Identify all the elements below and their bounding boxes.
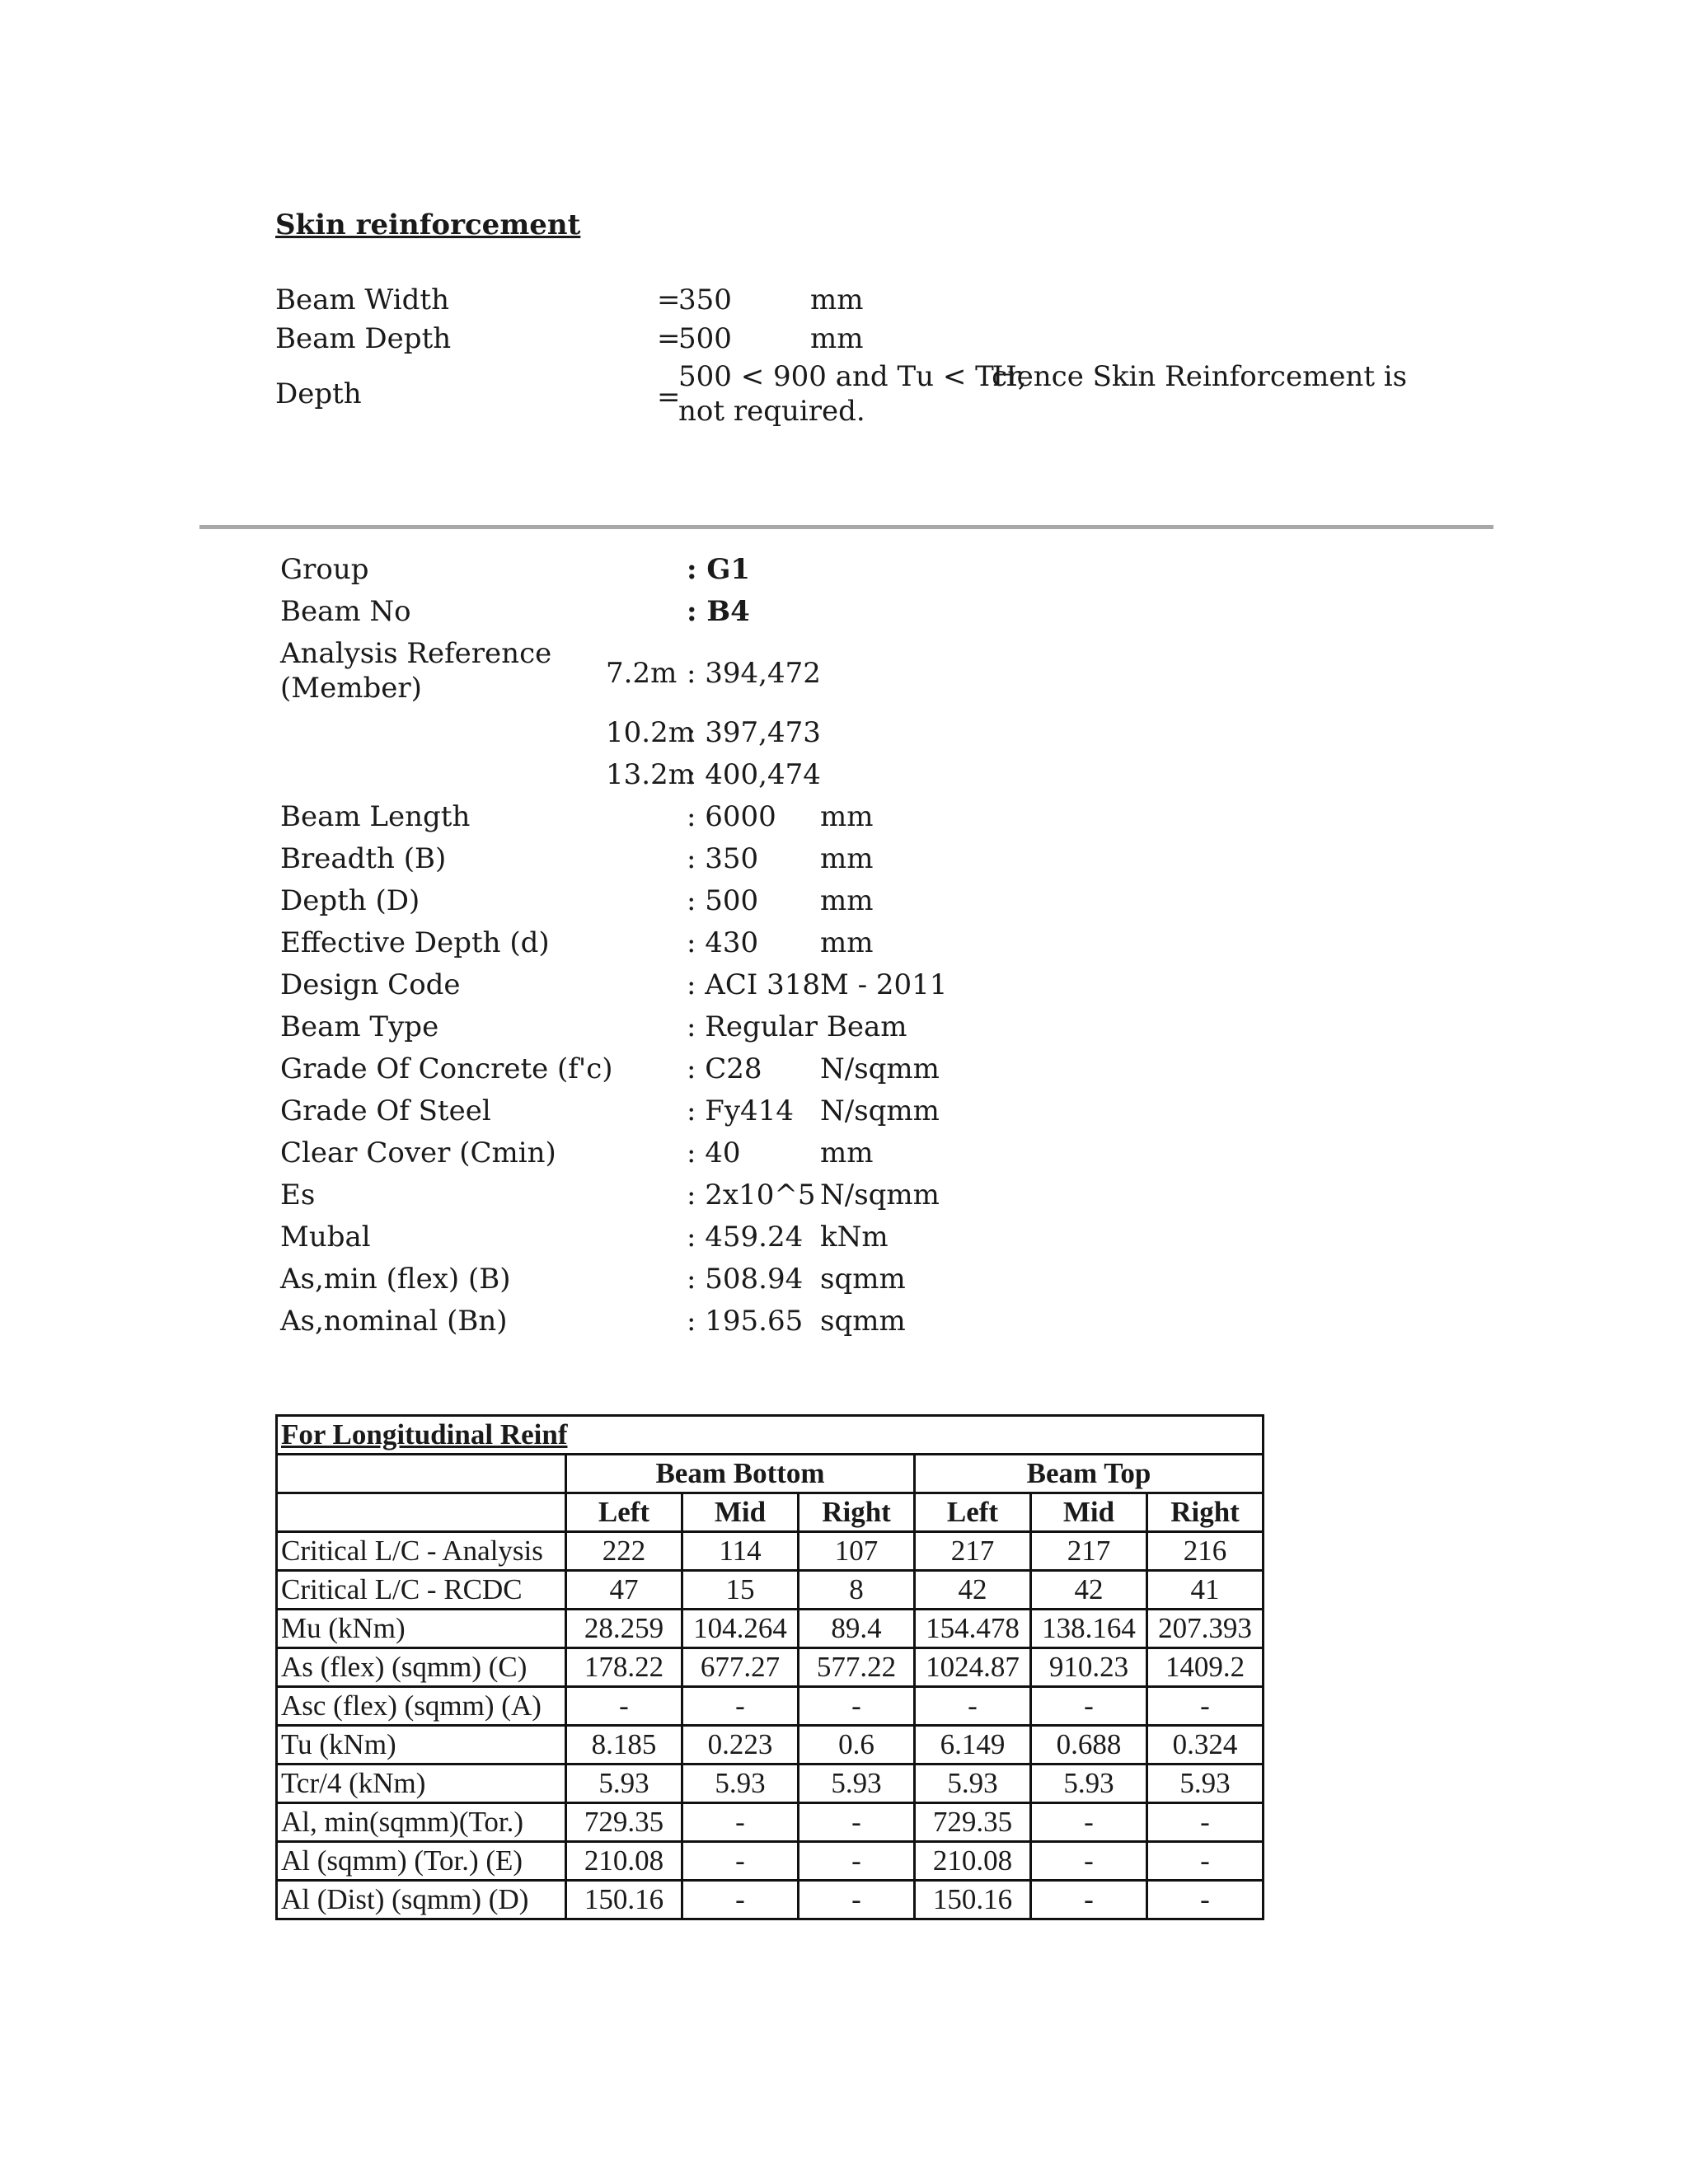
table-cell: -: [1031, 1687, 1147, 1726]
table-row: [277, 1610, 1264, 1648]
info-value: : 500: [687, 884, 759, 917]
table-title: For Longitudinal Reinf: [277, 1416, 1264, 1455]
column-header: Mid: [682, 1493, 799, 1532]
row-label: Mu (kNm): [277, 1610, 566, 1648]
info-label: Effective Depth (d): [280, 926, 550, 959]
info-label: Es: [280, 1179, 316, 1212]
info-label: Clear Cover (Cmin): [280, 1137, 556, 1169]
skin-unit: mm: [810, 284, 864, 316]
table-cell: 216: [1147, 1532, 1264, 1571]
table-cell: -: [1031, 1842, 1147, 1881]
skin-label: Beam Depth: [275, 322, 452, 355]
info-value: : 195.65: [687, 1305, 804, 1338]
table-cell: -: [682, 1803, 799, 1842]
table-cell: 207.393: [1147, 1610, 1264, 1648]
column-header: Right: [1147, 1493, 1264, 1532]
empty-cell: [277, 1455, 566, 1493]
table-cell: -: [1147, 1687, 1264, 1726]
ref-value: : 400,474: [687, 758, 821, 791]
table-cell: -: [566, 1687, 682, 1726]
table-cell: 0.6: [799, 1726, 915, 1765]
info-value: : Fy414: [687, 1094, 794, 1127]
column-header: Right: [799, 1493, 915, 1532]
info-value: : Regular Beam: [687, 1010, 907, 1043]
table-cell: 5.93: [799, 1765, 915, 1803]
skin-value: 350: [678, 284, 732, 316]
row-label: Tcr/4 (kNm): [277, 1765, 566, 1803]
table-cell: -: [1031, 1803, 1147, 1842]
group-label: Group: [280, 553, 369, 586]
row-label: Critical L/C - RCDC: [277, 1571, 566, 1610]
ref-level: 7.2m: [606, 657, 678, 690]
table-cell: 41: [1147, 1571, 1264, 1610]
group-beam-top: Beam Top: [915, 1455, 1264, 1493]
row-label: Tu (kNm): [277, 1726, 566, 1765]
info-label: As,nominal (Bn): [280, 1305, 508, 1338]
skin-label: Beam Width: [275, 284, 449, 316]
info-label: Beam Length: [280, 800, 471, 833]
info-unit: mm: [820, 1137, 874, 1169]
table-row: [277, 1803, 1264, 1842]
table-cell: 5.93: [1147, 1765, 1264, 1803]
ref-value: : 397,473: [687, 716, 821, 749]
column-header: Left: [566, 1493, 682, 1532]
row-label: Al (sqmm) (Tor.) (E): [277, 1842, 566, 1881]
analysis-label-2: (Member): [280, 672, 422, 705]
ref-level: 10.2m: [606, 716, 695, 749]
row-label: Al, min(sqmm)(Tor.): [277, 1803, 566, 1842]
group-beam-bottom: Beam Bottom: [566, 1455, 915, 1493]
info-label: Beam Type: [280, 1010, 439, 1043]
table-cell: 15: [682, 1571, 799, 1610]
skin-depth-line1b: Hence Skin Reinforcement is: [992, 360, 1408, 393]
table-cell: 1024.87: [915, 1648, 1031, 1687]
table-cell: 89.4: [799, 1610, 915, 1648]
table-row: [277, 1532, 1264, 1571]
skin-title: Skin reinforcement: [275, 209, 581, 241]
table-cell: -: [799, 1803, 915, 1842]
skin-depth-line1: 500 < 900 and Tu < Tcr,: [678, 360, 1027, 393]
info-unit: sqmm: [820, 1305, 906, 1338]
table-group-row: [277, 1455, 1264, 1493]
table-cell: -: [799, 1687, 915, 1726]
table-row: [277, 1881, 1264, 1919]
table-cell: -: [799, 1842, 915, 1881]
info-unit: N/sqmm: [820, 1094, 940, 1127]
ref-value: : 394,472: [687, 657, 821, 690]
info-value: : 40: [687, 1137, 741, 1169]
table-cell: 910.23: [1031, 1648, 1147, 1687]
table-cell: 178.22: [566, 1648, 682, 1687]
table-cell: -: [1147, 1881, 1264, 1919]
column-header: Left: [915, 1493, 1031, 1532]
row-label: Critical L/C - Analysis: [277, 1532, 566, 1571]
info-label: Design Code: [280, 968, 461, 1001]
info-unit: N/sqmm: [820, 1052, 940, 1085]
info-value: : 430: [687, 926, 759, 959]
table-cell: 0.223: [682, 1726, 799, 1765]
row-label: As (flex) (sqmm) (C): [277, 1648, 566, 1687]
info-unit: N/sqmm: [820, 1179, 940, 1212]
table-row: [277, 1687, 1264, 1726]
table-cell: 150.16: [566, 1881, 682, 1919]
table-cell: 729.35: [566, 1803, 682, 1842]
table-row: [277, 1648, 1264, 1687]
info-value: : 6000: [687, 800, 776, 833]
table-cell: -: [915, 1687, 1031, 1726]
skin-depth-line2: not required.: [678, 395, 865, 428]
table-cell: 729.35: [915, 1803, 1031, 1842]
info-label: Grade Of Steel: [280, 1094, 491, 1127]
table-cell: 8: [799, 1571, 915, 1610]
longitudinal-reinf-table: [275, 1414, 1264, 1920]
table-cell: 217: [1031, 1532, 1147, 1571]
table-cell: 0.688: [1031, 1726, 1147, 1765]
section-divider: [199, 525, 1493, 529]
table-cell: -: [682, 1881, 799, 1919]
skin-eq: =: [657, 322, 681, 355]
table-cell: 6.149: [915, 1726, 1031, 1765]
table-cell: 150.16: [915, 1881, 1031, 1919]
info-unit: mm: [820, 800, 874, 833]
table-title-row: [277, 1416, 1264, 1455]
table-row: [277, 1571, 1264, 1610]
row-label: Asc (flex) (sqmm) (A): [277, 1687, 566, 1726]
table-row: [277, 1726, 1264, 1765]
table-cell: 5.93: [915, 1765, 1031, 1803]
table-cell: 138.164: [1031, 1610, 1147, 1648]
beam-no-label: Beam No: [280, 595, 411, 628]
table-cell: -: [682, 1687, 799, 1726]
info-label: Breadth (B): [280, 842, 447, 875]
table-cell: -: [799, 1881, 915, 1919]
skin-value: 500: [678, 322, 732, 355]
table-cell: 222: [566, 1532, 682, 1571]
table-cell: -: [1031, 1881, 1147, 1919]
table-cell: 5.93: [1031, 1765, 1147, 1803]
skin-eq: =: [657, 284, 681, 316]
table-cell: 5.93: [682, 1765, 799, 1803]
table-cell: 577.22: [799, 1648, 915, 1687]
info-unit: mm: [820, 926, 874, 959]
beam-no-value: : B4: [687, 595, 750, 628]
info-label: As,min (flex) (B): [280, 1263, 511, 1296]
table-row: [277, 1765, 1264, 1803]
analysis-label-1: Analysis Reference: [280, 637, 552, 670]
skin-eq: =: [657, 381, 681, 414]
info-value: : ACI 318M - 2011: [687, 968, 948, 1001]
info-label: Mubal: [280, 1221, 371, 1254]
info-value: : 350: [687, 842, 759, 875]
table-cell: 210.08: [566, 1842, 682, 1881]
table-cell: 42: [915, 1571, 1031, 1610]
table-header-row: [277, 1493, 1264, 1532]
info-label: Depth (D): [280, 884, 420, 917]
column-header: Mid: [1031, 1493, 1147, 1532]
table-cell: 5.93: [566, 1765, 682, 1803]
table-cell: 114: [682, 1532, 799, 1571]
table-row: [277, 1842, 1264, 1881]
table-cell: 154.478: [915, 1610, 1031, 1648]
info-value: : C28: [687, 1052, 762, 1085]
group-value: : G1: [687, 553, 751, 586]
table-cell: 210.08: [915, 1842, 1031, 1881]
table-cell: -: [1147, 1842, 1264, 1881]
empty-cell: [277, 1493, 566, 1532]
table-cell: 217: [915, 1532, 1031, 1571]
skin-unit: mm: [810, 322, 864, 355]
ref-level: 13.2m: [606, 758, 695, 791]
table-cell: -: [682, 1842, 799, 1881]
info-unit: mm: [820, 842, 874, 875]
table-cell: 28.259: [566, 1610, 682, 1648]
info-unit: mm: [820, 884, 874, 917]
info-unit: sqmm: [820, 1263, 906, 1296]
info-unit: kNm: [820, 1221, 889, 1254]
skin-label: Depth: [275, 377, 362, 410]
info-label: Grade Of Concrete (f'c): [280, 1052, 613, 1085]
table-cell: 104.264: [682, 1610, 799, 1648]
table-cell: 1409.2: [1147, 1648, 1264, 1687]
table-cell: -: [1147, 1803, 1264, 1842]
table-cell: 107: [799, 1532, 915, 1571]
info-value: : 459.24: [687, 1221, 804, 1254]
row-label: Al (Dist) (sqmm) (D): [277, 1881, 566, 1919]
info-value: : 2x10^5: [687, 1179, 816, 1212]
info-value: : 508.94: [687, 1263, 804, 1296]
table-cell: 42: [1031, 1571, 1147, 1610]
table-cell: 677.27: [682, 1648, 799, 1687]
table-cell: 0.324: [1147, 1726, 1264, 1765]
table-cell: 8.185: [566, 1726, 682, 1765]
table-cell: 47: [566, 1571, 682, 1610]
